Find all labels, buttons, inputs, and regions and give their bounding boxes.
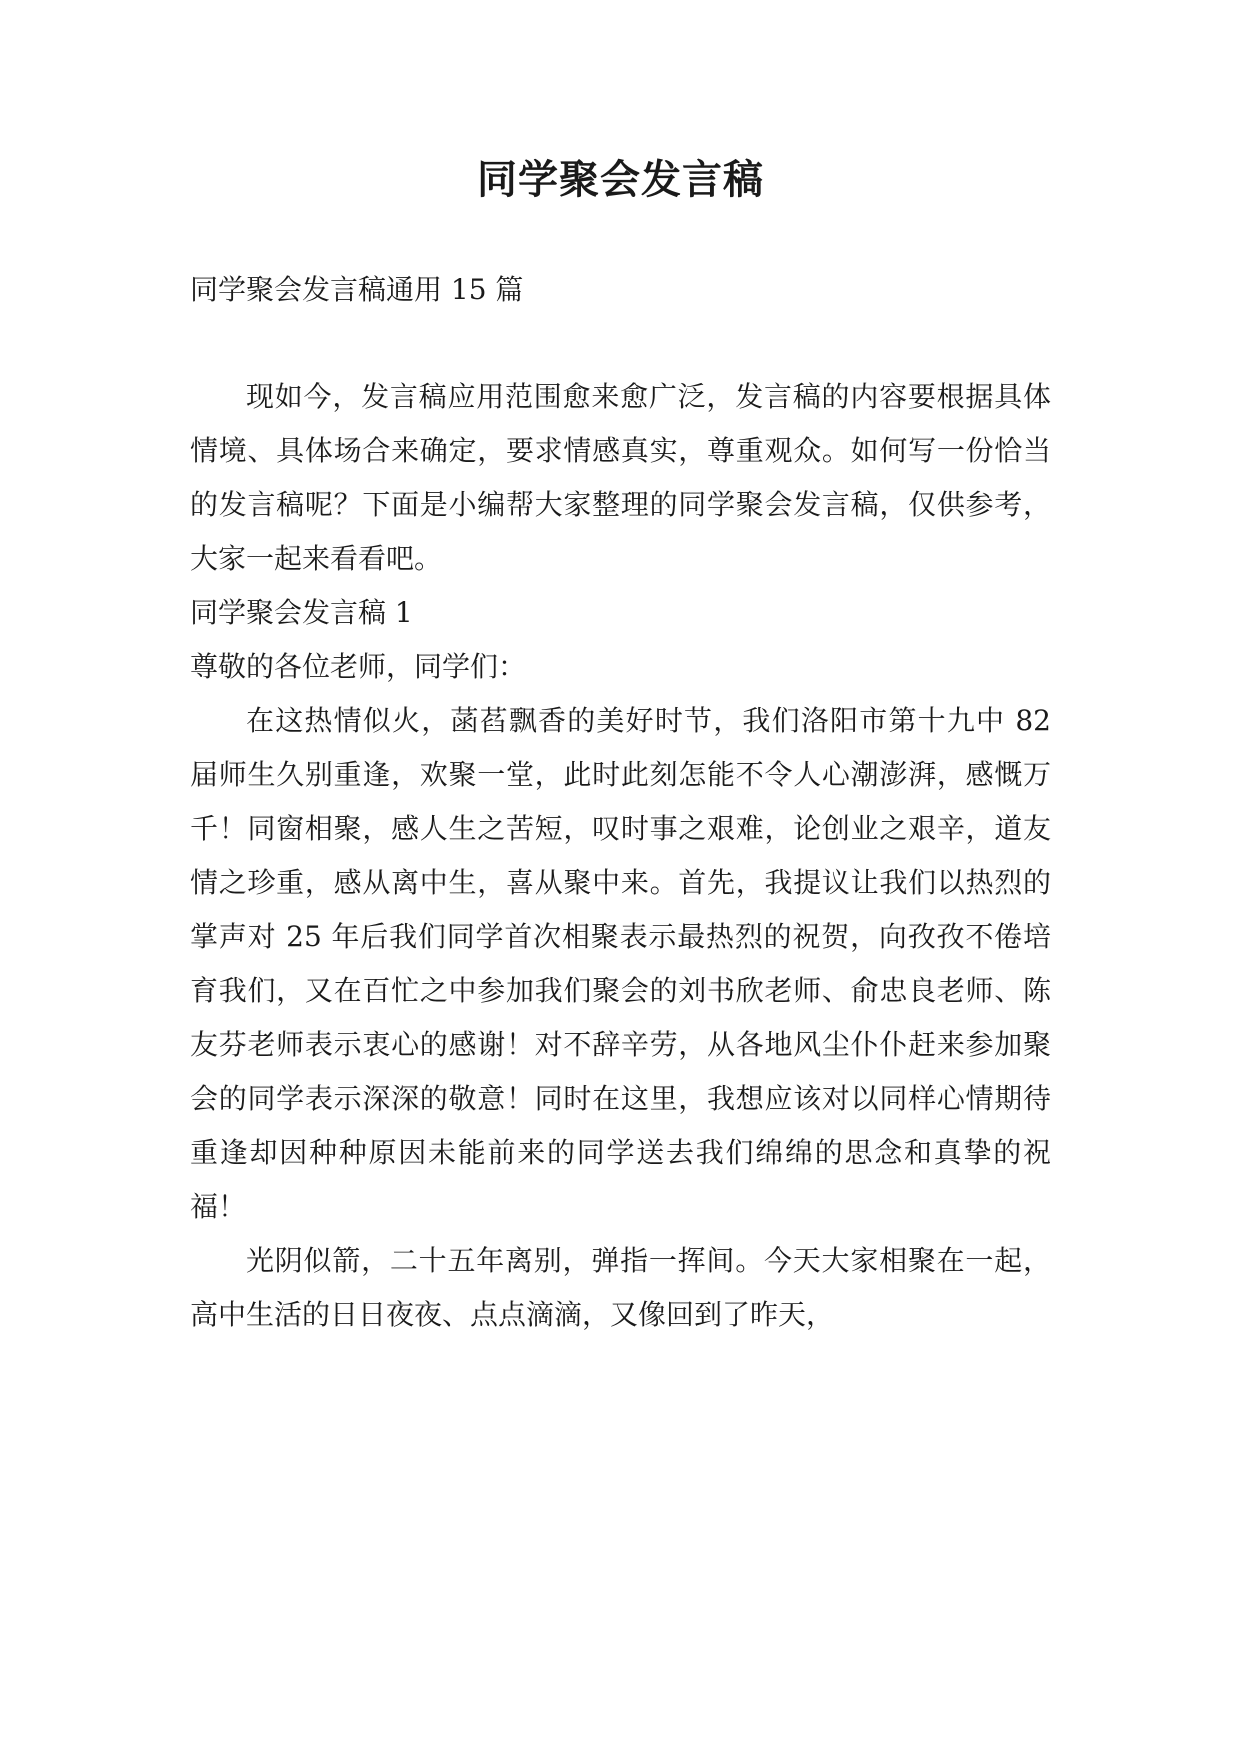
document-title: 同学聚会发言稿 [477, 157, 764, 203]
salutation: 尊敬的各位老师，同学们： [190, 650, 527, 683]
document-subtitle: 同学聚会发言稿通用 15 篇 [190, 273, 524, 306]
body-paragraph-1: 在这热情似火，菡萏飘香的美好时节，我们洛阳市第十九中 82 届师生久别重逢，欢聚一堂，此时此刻怎能不令人心潮澎湃，感慨万千！同窗相聚，感人生之苦短，叹时事之艰难，论创业之艰辛，道友情之珍重，感从离中生，喜从聚中来。首先，我提议让我们以热烈的掌声对 25 年后我们同学首次相聚表示最热烈的祝贺，向孜孜不倦培育我们，又在百忙之中参加我们聚会的刘书欣老师、俞忠良老师、陈友芬老师表示衷心的感谢！对不辞辛劳，从各地风尘仆仆赶来参加聚会的同学表示深深的敬意！同时在这里，我想应该对以同样心情期待重逢却因种种原因未能前来的同学送去我们绵绵的思念和真挚的祝福！ [190, 704, 1051, 1223]
intro-paragraph: 现如今，发言稿应用范围愈来愈广泛，发言稿的内容要根据具体情境、具体场合来确定，要求情感真实，尊重观众。如何写一份恰当的发言稿呢？下面是小编帮大家整理的同学聚会发言稿，仅供参考，大家一起来看看吧。 [190, 380, 1051, 575]
section-heading: 同学聚会发言稿 1 [190, 596, 413, 629]
body-paragraph-2: 光阴似箭，二十五年离别，弹指一挥间。今天大家相聚在一起，高中生活的日日夜夜、点点滴滴，又像回到了昨天， [190, 1244, 1051, 1331]
